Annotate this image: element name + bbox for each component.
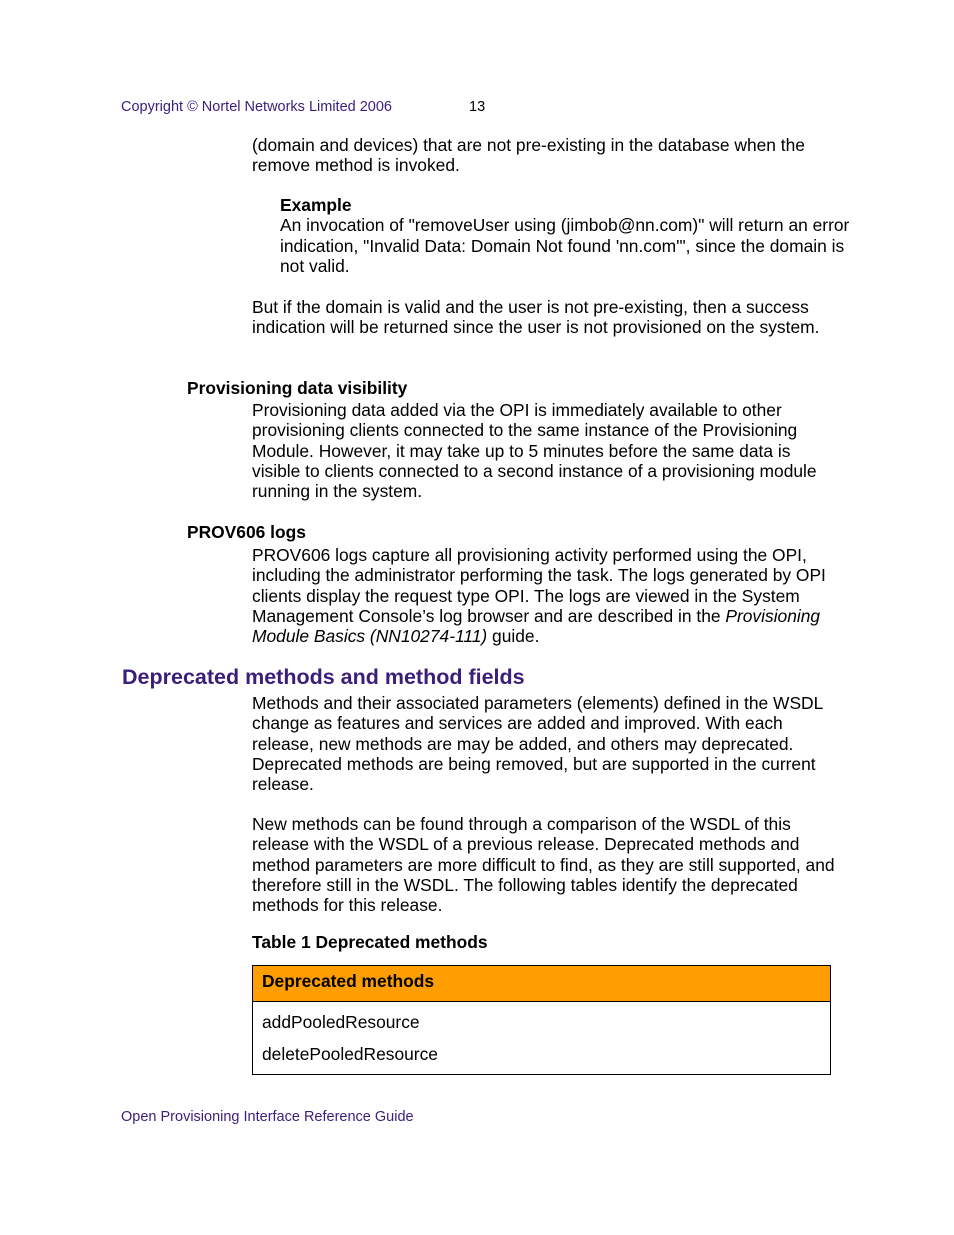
page-number: 13 xyxy=(469,99,486,115)
table-header: Deprecated methods xyxy=(253,966,830,1002)
deprecated-methods-table xyxy=(252,965,831,1075)
example-text: An invocation of "removeUser using (jimbob@nn.com)" will return an error indication, "Invalid Data: Domain Not found 'nn.com'", since the domain is not valid. xyxy=(280,215,850,276)
table-row: deletePooledResource xyxy=(262,1044,438,1064)
copyright-notice: Copyright © Nortel Networks Limited 2006 xyxy=(121,99,392,115)
visibility-paragraph: Provisioning data added via the OPI is immediately available to other provisioning clients connected to the same instance of the Provisioning Module. However, it may take up to 5 minutes before the same data is visible to clients connected to a second instance of a provisioning module running in the system. xyxy=(252,400,817,502)
success-paragraph: But if the domain is valid and the user is not pre-existing, then a success indication will be returned since the user is not provisioned on the system. xyxy=(252,297,820,338)
table-row: addPooledResource xyxy=(262,1012,420,1032)
deprecated-paragraph-2: New methods can be found through a comparison of the WSDL of this release with the WSDL of a previous release. Deprecated methods and method parameters are more difficult to find, as they are still supported, and therefore still in the WSDL. The following tables identify the deprecated methods for this release. xyxy=(252,814,835,916)
logs-text-after: guide. xyxy=(487,626,540,647)
visibility-heading: Provisioning data visibility xyxy=(187,378,408,398)
logs-paragraph xyxy=(252,545,842,646)
deprecated-paragraph-1: Methods and their associated parameters (elements) defined in the WSDL change as features and services are added and improved. With each release, new methods are may be added, and others may deprecated. Deprecated methods are being removed, but are supported in the current release. xyxy=(252,693,823,795)
section-heading-deprecated: Deprecated methods and method fields xyxy=(122,665,525,689)
logs-text-before: PROV606 logs capture all provisioning activity performed using the OPI, including the administrator performing the task. The logs generated by OPI clients display the request type OPI. The logs are viewed in the System Management Console’s log browser and are described in the xyxy=(252,545,826,626)
intro-paragraph: (domain and devices) that are not pre-existing in the database when the remove method is invoked. xyxy=(252,135,805,176)
logs-guide-title: Provisioning Module Basics (NN10274-111) xyxy=(252,605,821,647)
example-block xyxy=(280,195,850,276)
table-body xyxy=(253,1002,830,1074)
footer-title: Open Provisioning Interface Reference Guide xyxy=(121,1109,414,1125)
example-title: Example xyxy=(280,195,352,215)
logs-heading: PROV606 logs xyxy=(187,522,306,542)
table-caption: Table 1 Deprecated methods xyxy=(252,932,488,952)
